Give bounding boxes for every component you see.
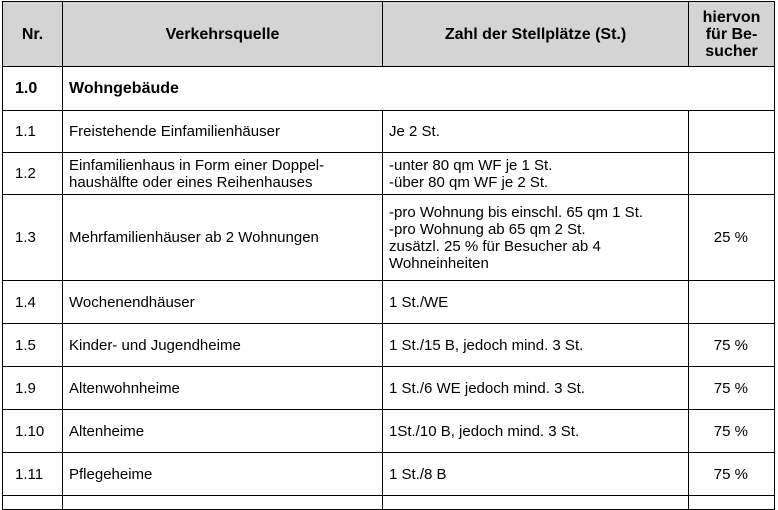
table-row [3, 111, 775, 153]
table-header-row [3, 2, 775, 67]
row-nr: 1.11 [3, 453, 63, 496]
row-spaces [383, 324, 689, 367]
table-row [3, 367, 775, 410]
section-row [3, 67, 775, 111]
source-line: Freistehende Einfamilienhäuser [69, 123, 280, 140]
spaces-line: 1St./10 B, jedoch mind. 3 St. [389, 422, 580, 440]
row-source [63, 195, 383, 281]
spaces-line: zusätzl. 25 % für Besucher ab 4 [389, 237, 601, 255]
parking-requirements-table [2, 1, 775, 510]
row-source [63, 153, 383, 195]
row-spaces [383, 453, 689, 496]
row-nr: 1.4 [3, 281, 63, 324]
header-visitors-line: für Be- [705, 25, 758, 43]
section-nr: 1.0 [3, 67, 63, 111]
row-visitors [689, 281, 775, 324]
table-row [3, 153, 775, 195]
row-source [63, 367, 383, 410]
spaces-line: -pro Wohnung bis einschl. 65 qm 1 St. [389, 203, 644, 221]
source-line: Kinder- und Jugendheime [69, 336, 241, 354]
empty-cell [63, 496, 383, 510]
row-nr: 1.9 [3, 367, 63, 410]
empty-cell [383, 496, 689, 510]
row-visitors: 75 % [689, 324, 775, 367]
empty-cell [689, 496, 775, 510]
row-spaces [383, 111, 689, 153]
spaces-line: -über 80 qm WF je 2 St. [389, 173, 549, 191]
source-line: haushälfte oder eines Reihenhauses [69, 173, 313, 191]
source-line: Einfamilienhaus in Form einer Doppel- [69, 156, 325, 174]
header-nr: Nr. [3, 2, 63, 67]
row-nr: 1.10 [3, 410, 63, 453]
source-line: Altenwohnheime [69, 379, 180, 397]
row-source [63, 111, 383, 153]
header-visitors-line: hiervon [702, 8, 761, 26]
row-nr: 1.5 [3, 324, 63, 367]
row-spaces [383, 410, 689, 453]
empty-cell [3, 496, 63, 510]
spaces-line: 1 St./6 WE jedoch mind. 3 St. [389, 379, 585, 397]
row-visitors [689, 111, 775, 153]
header-spaces: Zahl der Stellplätze (St.) [383, 2, 689, 67]
row-source [63, 410, 383, 453]
row-spaces [383, 153, 689, 195]
table-row [3, 453, 775, 496]
row-nr: 1.3 [3, 195, 63, 281]
row-visitors: 75 % [689, 453, 775, 496]
table-row [3, 281, 775, 324]
table-row [3, 324, 775, 367]
source-line: Mehrfamilienhäuser ab 2 Wohnungen [69, 229, 319, 246]
spaces-line: 1 St./8 B [389, 465, 447, 483]
header-visitors [689, 2, 775, 67]
row-visitors: 25 % [689, 195, 775, 281]
spaces-line: -pro Wohnung ab 65 qm 2 St. [389, 220, 586, 238]
table-row-partial [3, 496, 775, 510]
section-title: Wohngebäude [63, 67, 775, 111]
row-source [63, 281, 383, 324]
source-line: Wochenendhäuser [69, 293, 195, 311]
header-source: Verkehrsquelle [63, 2, 383, 67]
row-nr: 1.1 [3, 111, 63, 153]
row-visitors [689, 153, 775, 195]
row-nr: 1.2 [3, 153, 63, 195]
spaces-line: Je 2 St. [389, 123, 440, 140]
row-spaces [383, 195, 689, 281]
spaces-line: 1 St./WE [389, 293, 449, 311]
row-visitors: 75 % [689, 367, 775, 410]
row-visitors: 75 % [689, 410, 775, 453]
row-source [63, 453, 383, 496]
source-line: Pflegeheime [69, 465, 153, 483]
spaces-line: Wohneinheiten [389, 254, 489, 272]
row-spaces [383, 367, 689, 410]
row-source [63, 324, 383, 367]
header-visitors-line: sucher [705, 42, 758, 60]
source-line: Altenheime [69, 422, 145, 440]
table-row [3, 410, 775, 453]
row-spaces [383, 281, 689, 324]
table-row [3, 195, 775, 281]
spaces-line: -unter 80 qm WF je 1 St. [389, 156, 553, 174]
spaces-line: 1 St./15 B, jedoch mind. 3 St. [389, 336, 584, 354]
